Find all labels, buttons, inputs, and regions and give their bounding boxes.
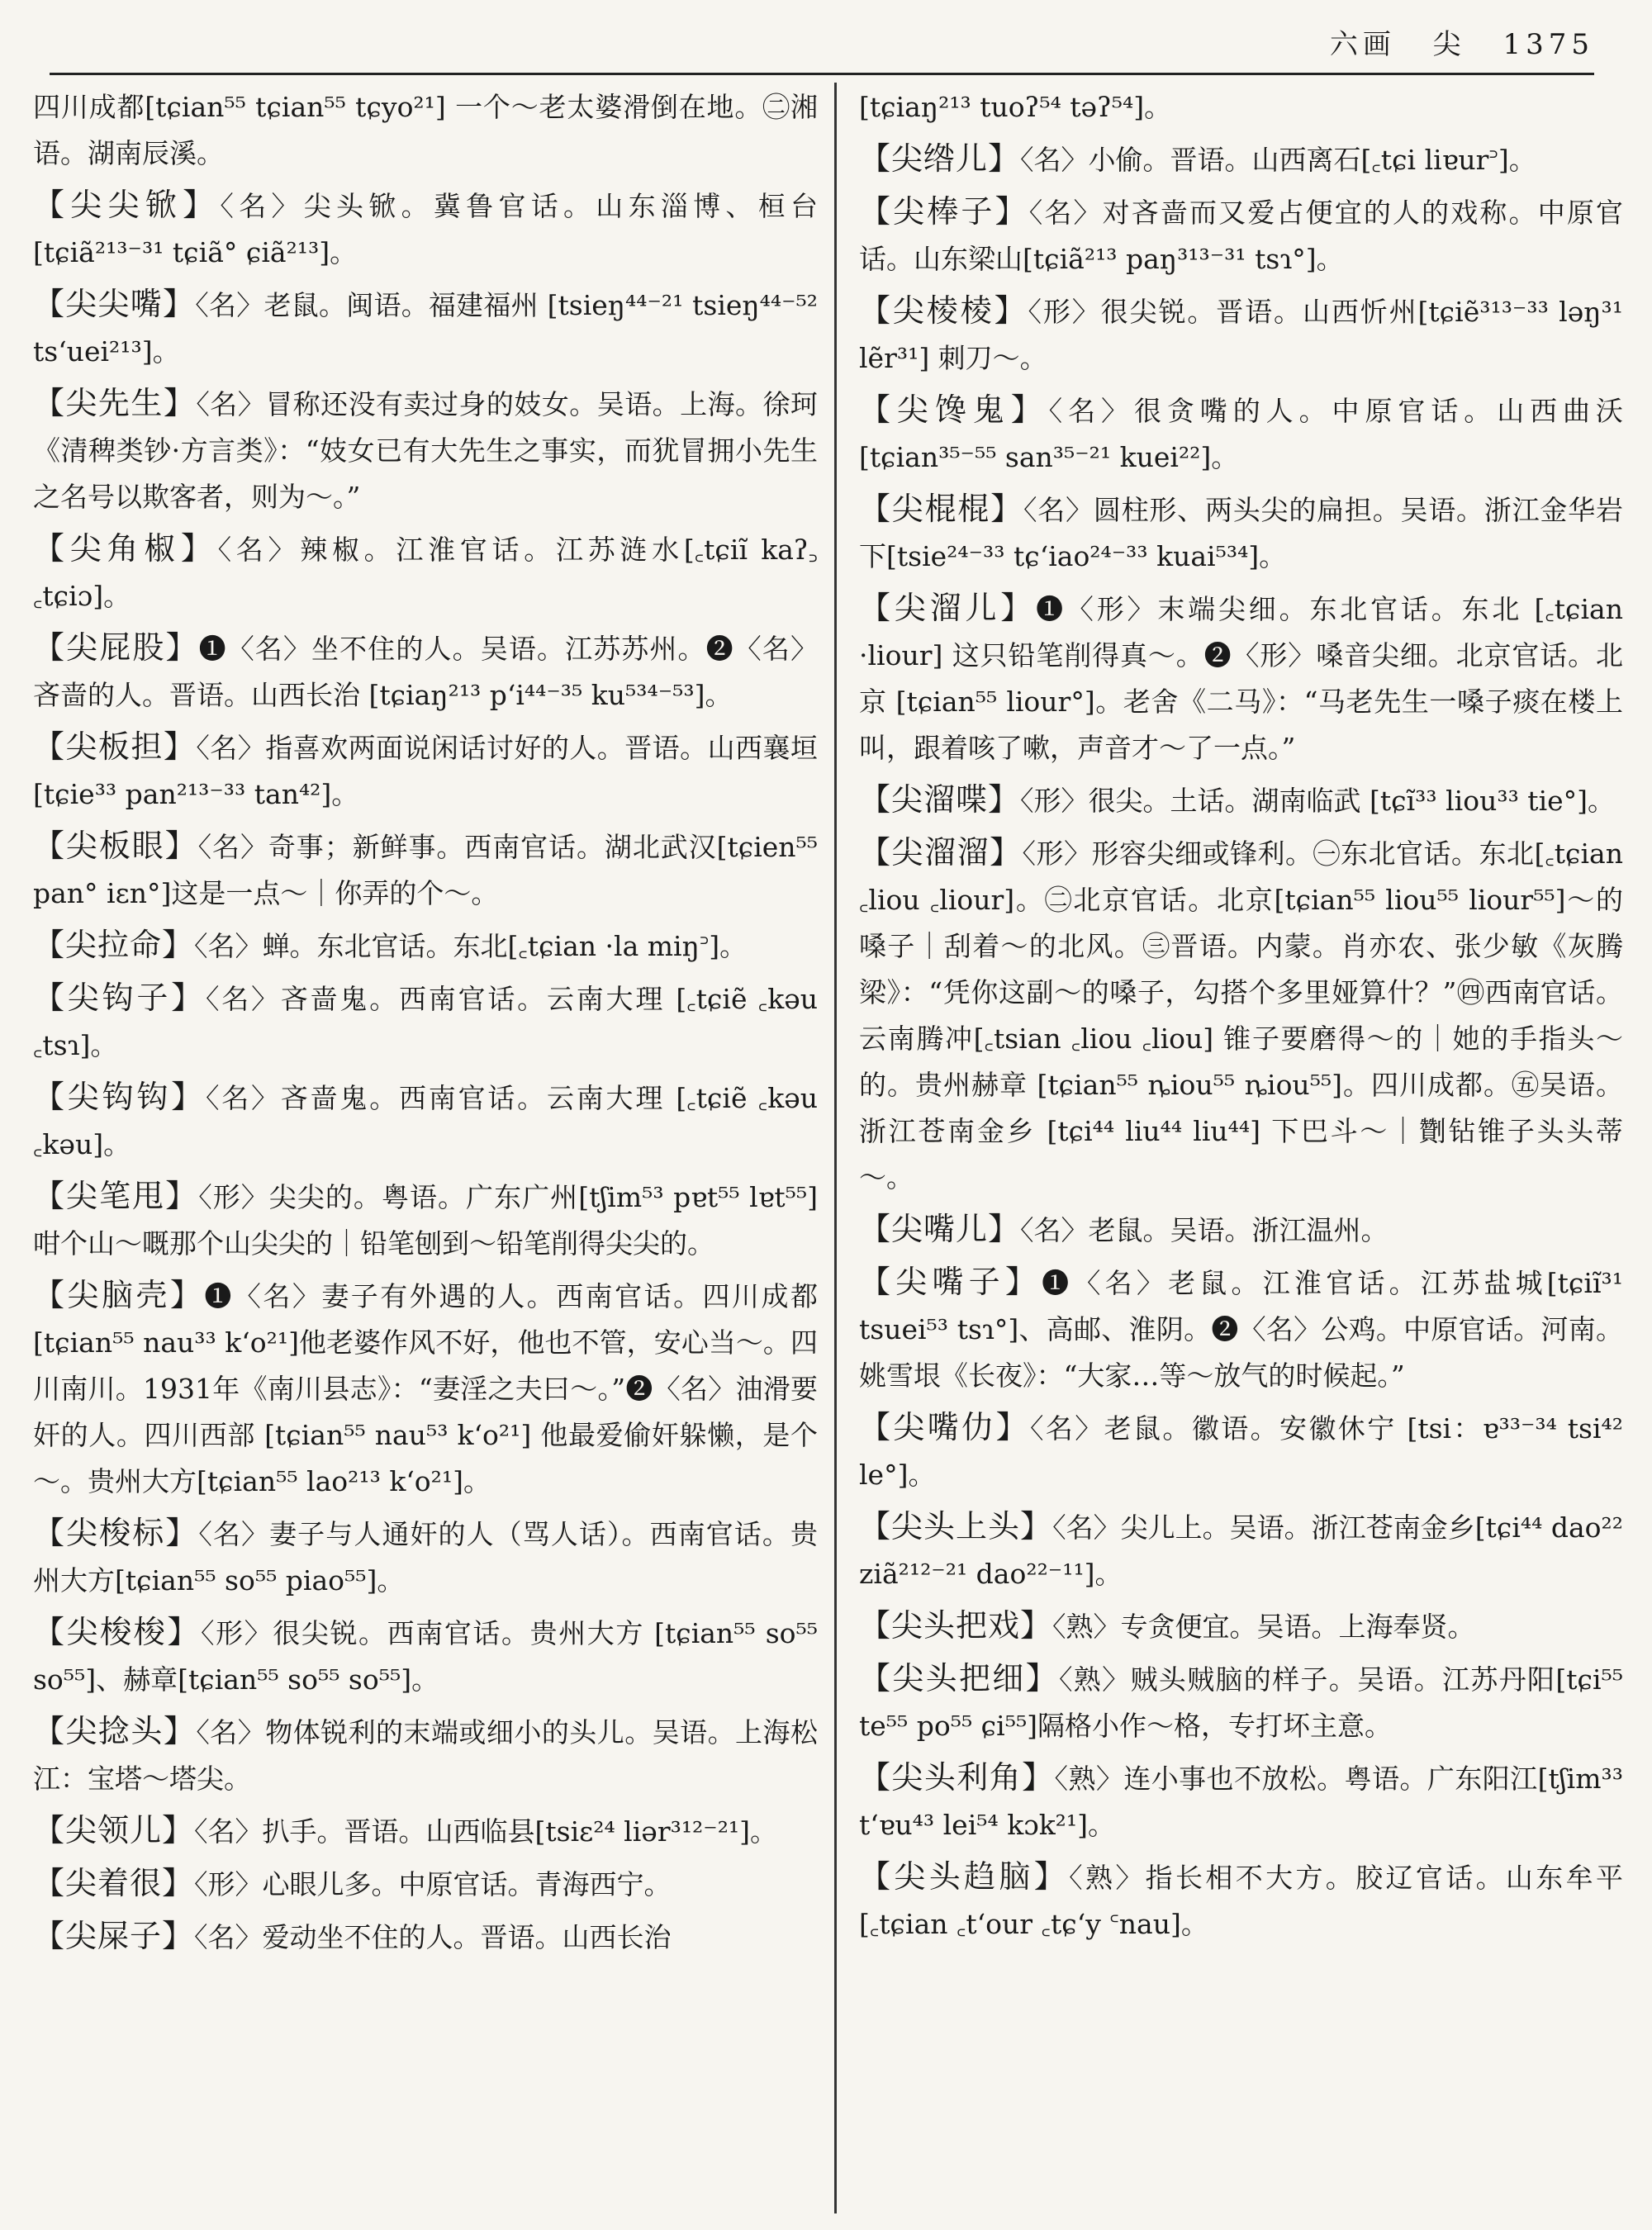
entry-definition: 〈名〉妻子与人通奸的人（骂人话）。西南官话。贵州大方[tɕian⁵⁵ so⁵⁵ piao⁵⁵]。 [33, 1518, 818, 1597]
entry-headword: 【尖屎子】 [33, 1918, 195, 1954]
entry-headword: 【尖棒子】 [859, 193, 1029, 230]
dictionary-entry [33, 624, 818, 719]
entry-definition: 〈名〉很贪嘴的人。中原官话。山西曲沃[tɕian³⁵⁻⁵⁵ san³⁵⁻²¹ kuei²²]。 [859, 395, 1623, 473]
entry-headword: 【尖头把戏】 [859, 1607, 1053, 1644]
head-character: 尖 [1432, 28, 1466, 61]
entry-definition: 〈名〉老鼠。闽语。福建福州 [tsieŋ⁴⁴⁻²¹ tsieŋ⁴⁴⁻⁵² tsʻuei²¹³]。 [33, 289, 818, 368]
dictionary-entry [33, 975, 818, 1069]
entry-headword: 【尖屁股】 [33, 629, 199, 666]
entry-definition: ❶〈形〉末端尖细。东北官话。东北 [꜀tɕian ·liour] 这只铅笔削得真～。❷〈形〉嗓音尖细。北京官话。北京 [tɕian⁵⁵ liour°]。老舍《二马》：“马老先生一嗓子痰在楼上叫，跟着咳了嗽，声音才～了一点。” [859, 593, 1623, 764]
dictionary-entry [859, 387, 1623, 481]
right-column [859, 83, 1623, 2213]
dictionary-entry [33, 1074, 818, 1168]
dictionary-entry [859, 188, 1623, 282]
column-divider [834, 83, 837, 2213]
entry-definition: 四川成都[tɕian⁵⁵ tɕian⁵⁵ tɕyo²¹] 一个～老太婆滑倒在地。㊁湘语。湖南辰溪。 [33, 91, 818, 169]
entry-definition: 〈熟〉专贪便宜。吴语。上海奉贤。 [1052, 1611, 1475, 1643]
dictionary-entry [859, 776, 1623, 824]
entry-definition: 〈名〉尖头锨。冀鲁官话。山东淄博、桓台[tɕiã²¹³⁻³¹ tɕiã° ɕiã²¹³]。 [33, 190, 818, 268]
dictionary-entry [33, 1860, 818, 1908]
dictionary-entry [33, 1807, 818, 1855]
entry-headword: 【尖角椒】 [33, 530, 218, 567]
entry-definition: 〈名〉物体锐利的末端或细小的头儿。吴语。上海松江：宝塔～塔尖。 [33, 1716, 818, 1795]
entry-headword: 【尖领儿】 [33, 1812, 195, 1848]
entry-headword: 【尖头利角】 [859, 1759, 1055, 1796]
dictionary-entry [33, 1272, 818, 1505]
entry-definition: 〈形〉很尖锐。西南官话。贵州大方 [tɕian⁵⁵ so⁵⁵ so⁵⁵]、赫章[tɕian⁵⁵ so⁵⁵ so⁵⁵]。 [33, 1617, 818, 1696]
entry-headword: 【尖绺儿】 [859, 140, 1021, 177]
dictionary-entry [859, 486, 1623, 580]
entry-headword: 【尖钩子】 [33, 980, 206, 1016]
entry-headword: 【尖尖嘴】 [33, 286, 196, 322]
entry-definition: 〈名〉尖儿上。吴语。浙江苍南金乡[tɕi⁴⁴ dao²² ziã²¹²⁻²¹ dao²²⁻¹¹]。 [859, 1511, 1623, 1590]
entry-definition: 〈名〉圆柱形、两头尖的扁担。吴语。浙江金华岩下[tsie²⁴⁻³³ tɕʻiao²⁴⁻³³ kuai⁵³⁴]。 [859, 494, 1623, 572]
entry-definition: 〈熟〉指长相不大方。胶辽官话。山东牟平[꜀tɕian ꜀tʻour ꜀tɕʻy ꜂nau]。 [859, 1862, 1623, 1940]
dictionary-entry [859, 287, 1623, 382]
entry-definition: 〈名〉老鼠。吴语。浙江温州。 [1020, 1214, 1389, 1246]
dictionary-entry [859, 585, 1623, 771]
entry-definition: 〈名〉小偷。晋语。山西离石[꜀tɕi liɐur꜄]。 [1020, 144, 1536, 176]
dictionary-entry [33, 1708, 818, 1802]
dictionary-entry [859, 1655, 1623, 1749]
dictionary-entry [859, 1404, 1623, 1498]
entry-headword: 【尖嘴子】 [859, 1264, 1042, 1300]
header-rule [50, 73, 1594, 75]
entry-headword: 【尖头趋脑】 [859, 1858, 1070, 1895]
left-column [33, 83, 818, 2213]
entry-headword: 【尖棱棱】 [859, 292, 1028, 329]
entry-headword: 【尖脑壳】 [33, 1277, 205, 1313]
entry-definition: 〈名〉吝啬鬼。西南官话。云南大理 [꜀tɕiẽ ꜀kəu ꜀tsɿ]。 [33, 983, 818, 1061]
entry-definition: 〈名〉指喜欢两面说闲话讨好的人。晋语。山西襄垣[tɕie³³ pan²¹³⁻³³ tan⁴²]。 [33, 732, 818, 810]
entry-definition: 〈名〉对吝啬而又爱占便宜的人的戏称。中原官话。山东梁山[tɕiã²¹³ paŋ³¹³⁻³¹ tsɿ°]。 [859, 197, 1623, 275]
running-head [1307, 21, 1594, 62]
dictionary-entry [33, 182, 818, 276]
dictionary-entry [859, 1602, 1623, 1650]
entry-definition: 〈形〉心眼儿多。中原官话。青海西宁。 [194, 1868, 672, 1900]
dictionary-entry [859, 135, 1623, 183]
entry-headword: 【尖梭标】 [33, 1515, 199, 1551]
entry-headword: 【尖着很】 [33, 1865, 195, 1901]
dictionary-entry [859, 1754, 1623, 1848]
entry-headword: 【尖溜溜】 [859, 834, 1023, 871]
entry-definition: 〈熟〉连小事也不放松。粤语。广东阳江[tʃim³³ tʻɐu⁴³ lei⁵⁴ kɔk²¹]。 [859, 1763, 1623, 1841]
entry-headword: 【尖溜儿】 [859, 590, 1037, 626]
dictionary-entry [33, 1510, 818, 1604]
dictionary-entry [33, 1913, 818, 1961]
entry-definition: ❶〈名〉坐不住的人。吴语。江苏苏州。❷〈名〉吝啬的人。晋语。山西长治 [tɕiaŋ²¹³ pʻi⁴⁴⁻³⁵ ku⁵³⁴⁻⁵³]。 [33, 633, 818, 711]
entry-headword: 【尖头把细】 [859, 1660, 1059, 1696]
entry-headword: 【尖钩钩】 [33, 1079, 206, 1115]
entry-headword: 【尖先生】 [33, 385, 197, 421]
dictionary-entry [33, 525, 818, 619]
entry-definition: 〈名〉蝉。东北官话。东北[꜀tɕian ·la miŋ꜄]。 [194, 930, 748, 962]
dictionary-entry [33, 1173, 818, 1267]
section-label: 六画 [1329, 28, 1396, 61]
entry-headword: 【尖捻头】 [33, 1713, 197, 1749]
entry-definition: ❶〈名〉妻子有外遇的人。西南官话。四川成都[tɕian⁵⁵ nau³³ kʻo²¹]他老婆作风不好，他也不管，安心当～。四川南川。1931年《南川县志》：“妻淫之夫曰～。”❷〈名〉油滑要奸的人。四川西部 [tɕian⁵⁵ nau⁵³ kʻo²¹] 他最爱偷奸躲懒，是个～。贵州大方[tɕian⁵⁵ lao²¹³ kʻo²¹]。 [33, 1280, 818, 1497]
entry-definition: 〈形〉很尖。土话。湖南临武 [tɕĩ³³ liou³³ tie°]。 [1020, 785, 1616, 817]
dictionary-entry [859, 1503, 1623, 1597]
entry-headword: 【尖拉命】 [33, 927, 195, 963]
entry-definition: [tɕiaŋ²¹³ tuoʔ⁵⁴ təʔ⁵⁴]。 [859, 91, 1172, 123]
entry-definition: 〈形〉很尖锐。晋语。山西忻州[tɕiẽ³¹³⁻³³ ləŋ³¹ lẽr³¹] 刺刀～。 [859, 296, 1623, 374]
entry-definition: 〈名〉吝啬鬼。西南官话。云南大理 [꜀tɕiẽ ꜀kəu ꜀kəu]。 [33, 1082, 818, 1160]
entry-headword: 【尖溜喋】 [859, 781, 1021, 818]
entry-headword: 【尖棍棍】 [859, 491, 1023, 527]
dictionary-entry [33, 1609, 818, 1703]
entry-headword: 【尖头上头】 [859, 1508, 1053, 1544]
entry-definition: ❶〈名〉老鼠。江淮官话。江苏盐城[tɕiĩ³¹ tsuei⁵³ tsɿ°]、高邮、淮阴。❷〈名〉公鸡。中原官话。河南。姚雪垠《长夜》：“大家…等～放气的时候起。” [859, 1267, 1623, 1392]
page-number: 1375 [1502, 28, 1594, 61]
dictionary-entry [859, 1206, 1623, 1254]
entry-definition: 〈形〉形容尖细或锋利。㊀东北官话。东北[꜀tɕian ꜀liou ꜀liour]。㊁北京官话。北京[tɕian⁵⁵ liou⁵⁵ liour⁵⁵]～的嗓子｜刮着～的北风。㊂晋语。内蒙。肖亦农、张少敏《灰腾梁》：“凭你这副～的嗓子，勾搭个多里娅算什？”㊃西南官话。云南腾冲[꜀tsian ꜀liou ꜀liou] 锥子要磨得～的｜她的手指头～的。贵州赫章 [tɕian⁵⁵ ȵiou⁵⁵ ȵiou⁵⁵]。四川成都。㊄吴语。浙江苍南金乡 [tɕi⁴⁴ liu⁴⁴ liu⁴⁴] 下巴斗～｜劗钻锥子头头蒂～。 [859, 837, 1623, 1193]
entry-definition: 〈名〉冒称还没有卖过身的妓女。吴语。上海。徐珂《清稗类钞·方言类》：“妓女已有大先生之事实，而犹冒拥小先生之名号以欺客者，则为～。” [33, 388, 818, 513]
entry-headword: 【尖笔甩】 [33, 1178, 199, 1214]
entry-definition: 〈名〉老鼠。徽语。安徽休宁 [tsi：ɐ³³⁻³⁴ tsi⁴² le°]。 [859, 1412, 1623, 1491]
entry-definition: 〈形〉尖尖的。粤语。广东广州[tʃim⁵³ pɐt⁵⁵ lɐt⁵⁵] 咁个山～嘅那个山尖尖的｜铅笔刨到～铅笔削得尖尖的。 [33, 1181, 818, 1260]
entry-definition: 〈名〉辣椒。江淮官话。江苏涟水[꜀tɕiĩ kaʔ꜆ ꜀tɕiɔ]。 [33, 534, 818, 612]
entry-headword: 【尖梭梭】 [33, 1614, 201, 1650]
dictionary-entry [859, 83, 1623, 130]
entry-headword: 【尖馋鬼】 [859, 391, 1049, 428]
entry-definition: 〈名〉扒手。晋语。山西临县[tsiɛ²⁴ liər³¹²⁻²¹]。 [194, 1815, 778, 1848]
entry-definition: 〈名〉爱动坐不住的人。晋语。山西长治 [194, 1921, 672, 1953]
page-header [50, 21, 1594, 71]
entry-headword: 【尖嘴儿】 [859, 1211, 1021, 1247]
entry-definition: 〈熟〉贼头贼脑的样子。吴语。江苏丹阳[tɕi⁵⁵ te⁵⁵ po⁵⁵ ɕi⁵⁵]隔格小作～格，专打坏主意。 [859, 1663, 1623, 1742]
dictionary-entry [33, 83, 818, 177]
dictionary-entry [33, 823, 818, 917]
dictionary-entry [859, 829, 1623, 1201]
entry-headword: 【尖板担】 [33, 728, 197, 765]
entry-definition: 〈名〉奇事；新鲜事。西南官话。湖北武汉[tɕien⁵⁵ pan° iɛn°]这是一点～｜你弄的个～。 [33, 831, 818, 909]
dictionary-entry [33, 724, 818, 818]
dictionary-entry [859, 1259, 1623, 1399]
entry-headword: 【尖板眼】 [33, 828, 198, 864]
entry-headword: 【尖嘴仂】 [859, 1409, 1030, 1445]
entry-headword: 【尖尖锨】 [33, 187, 221, 223]
dictionary-entry [33, 380, 818, 520]
dictionary-entry [33, 281, 818, 375]
dictionary-entry [33, 922, 818, 970]
dictionary-entry [859, 1853, 1623, 1948]
